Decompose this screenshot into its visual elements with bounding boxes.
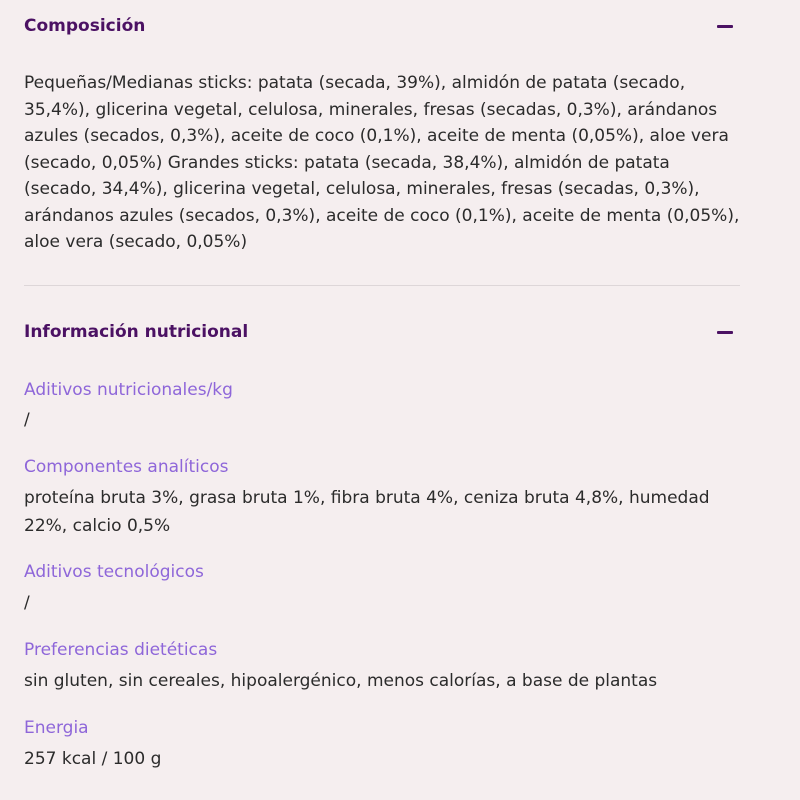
nutrition-item-label: Aditivos tecnológicos [24,562,204,582]
nutrition-item-label: Preferencias dietéticas [24,640,218,660]
nutrition-item-value: / [24,593,30,613]
nutrition-item-label: Aditivos nutricionales/kg [24,380,233,400]
minus-icon [717,331,733,334]
nutrition-item-value: 257 kcal / 100 g [24,749,162,769]
composition-collapse-button[interactable] [714,15,736,37]
nutrition-item-label: Energia [24,718,89,738]
nutrition-header[interactable] [24,318,740,346]
nutrition-collapse-button[interactable] [714,321,736,343]
section-divider [24,285,740,286]
composition-title: Composición [24,16,146,36]
composition-text: Pequeñas/Medianas sticks: patata (secada, 39%), almidón de patata (secado, 35,4%), glicerina vegetal, celulosa, minerales, fresas (secadas, 0,3%), arándanos azules (secados, 0,3%), aceite de coco (0,1%), aceite de menta (0,05%), aloe vera (secado, 0,05%) Grandes sticks: patata (secada, 38,4%), almidón de patata (secado, 34,4%), glicerina vegetal, celulosa, minerales, fresas (secadas, 0,3%), arándanos azules (secados, 0,3%), aceite de coco (0,1%), aceite de menta (0,05%), aloe vera (secado, 0,05%) [24,73,740,252]
nutrition-item-value: sin gluten, sin cereales, hipoalergénico, menos calorías, a base de plantas [24,671,658,691]
minus-icon [717,25,733,28]
nutrition-item-label: Componentes analíticos [24,457,229,477]
nutrition-title: Información nutricional [24,322,249,342]
nutrition-item-value: proteína bruta 3%, grasa bruta 1%, fibra bruta 4%, ceniza bruta 4,8%, humedad 22%, calcio 0,5% [24,488,710,536]
nutrition-item-value: / [24,410,30,430]
composition-header[interactable] [24,12,740,40]
